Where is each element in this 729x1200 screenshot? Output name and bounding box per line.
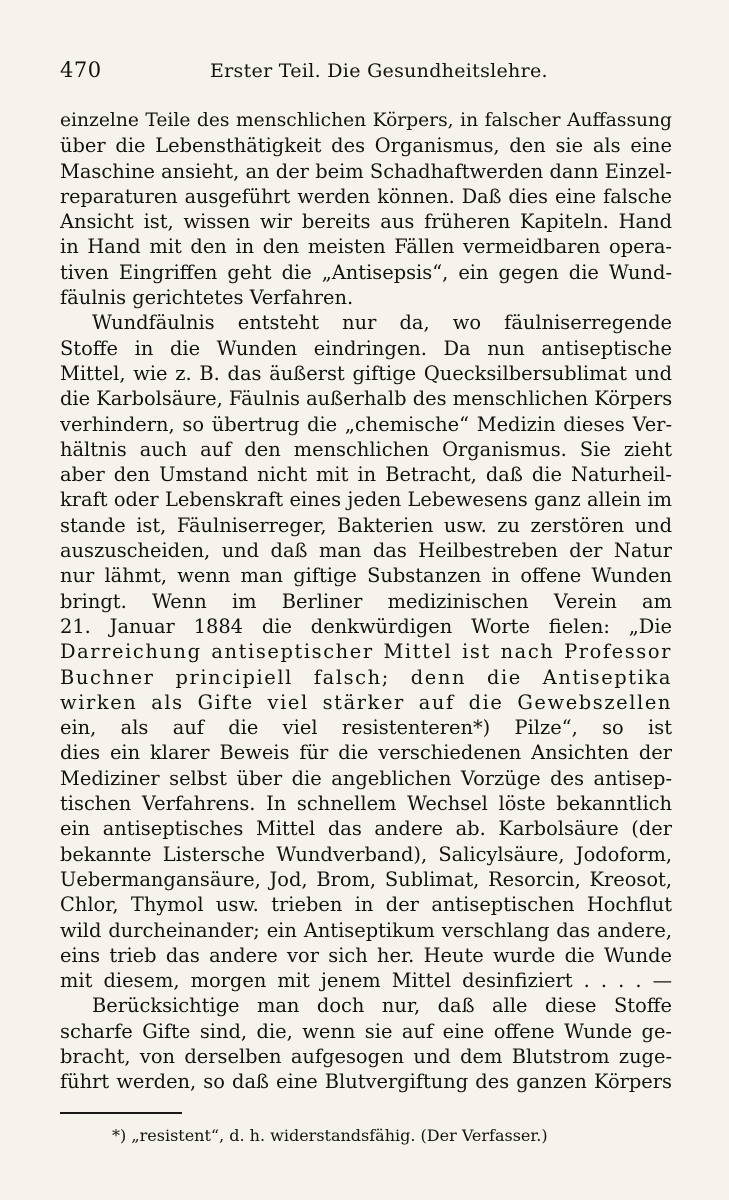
text-line: Ansicht ist, wissen wir bereits aus früheren Kapiteln. Hand	[60, 210, 672, 234]
text-line: aber den Umstand nicht mit in Betracht, daß die Naturheil-	[60, 463, 672, 487]
text-line: dies ein klarer Beweis für die verschiedenen Ansichten der	[60, 741, 672, 765]
text-line: wild durcheinander; ein Antiseptikum verschlang das andere,	[60, 918, 672, 942]
spaced-quote-line: Buchner principiell falsch; denn die Antiseptika	[60, 665, 672, 689]
text-line: bringt. Wenn im Berliner medizinischen Verein am	[60, 589, 672, 613]
text-line: stande ist, Fäulniserreger, Bakterien usw. zu zerstören und	[60, 513, 672, 537]
text-line: tischen Verfahrens. In schnellem Wechsel löste bekanntlich	[60, 792, 672, 816]
text-line: hältnis auch auf den menschlichen Organismus. Sie zieht	[60, 437, 672, 461]
text-line: über die Lebensthätigkeit des Organismus, den sie als eine	[60, 134, 672, 158]
text-line: nur lähmt, wenn man giftige Substanzen in offene Wunden	[60, 564, 672, 588]
text-line: verhindern, so übertrug die „chemische“ Medizin dieses Ver-	[60, 412, 672, 436]
text-line: Uebermangansäure, Jod, Brom, Sublimat, Resorcin, Kreosot,	[60, 867, 672, 891]
text-line: 21. Januar 1884 die denkwürdigen Worte fielen: „Die	[60, 614, 672, 638]
paragraph-start-line: Wundfäulnis entsteht nur da, wo fäulniserregende	[92, 311, 672, 335]
text-line: reparaturen ausgeführt werden können. Daß dies eine falsche	[60, 184, 672, 208]
text-line: Maschine ansieht, an der beim Schadhaftwerden dann Einzel-	[60, 159, 672, 183]
text-line: ein antiseptisches Mittel das andere ab. Karbolsäure (der	[60, 817, 672, 841]
paragraph-end-line: fäulnis gerichtetes Verfahren.	[60, 286, 354, 310]
page-header	[60, 58, 670, 88]
body-text	[60, 108, 672, 1095]
text-line: tiven Eingriffen geht die „Antisepsis“, ein gegen die Wund-	[60, 260, 672, 284]
text-line: in Hand mit den in den meisten Fällen vermeidbaren opera-	[60, 235, 672, 259]
text-line: ein, als auf die viel resistenteren*) Pilze“, so ist	[60, 716, 672, 740]
text-line: eins trieb das andere vor sich her. Heute wurde die Wunde	[60, 943, 672, 967]
footnote-rule	[60, 1112, 182, 1114]
text-line: bekannte Listersche Wundverband), Salicylsäure, Jodoform,	[60, 842, 672, 866]
text-line: Mittel, wie z. B. das äußerst giftige Quecksilbersublimat und	[60, 361, 672, 385]
text-line: einzelne Teile des menschlichen Körpers, in falscher Auffassung	[60, 110, 672, 131]
text-line: auszuscheiden, und daß man das Heilbestreben der Natur	[60, 539, 672, 563]
text-line: kraft oder Lebenskraft eines jeden Lebewesens ganz allein im	[60, 488, 672, 512]
text-line: führt werden, so daß eine Blutvergiftung des ganzen Körpers	[60, 1070, 672, 1094]
running-head: Erster Teil. Die Gesundheitslehre.	[210, 60, 548, 82]
footnote: *) „resistent“, d. h. widerstandsfähig. (Der Verfasser.)	[112, 1126, 548, 1145]
text-line: Stoffe in die Wunden eindringen. Da nun antiseptische	[60, 336, 672, 360]
paragraph-end-line: mit diesem, morgen mit jenem Mittel desinfiziert . . . . —	[60, 969, 672, 993]
page-number: 470	[60, 58, 102, 82]
text-line: Mediziner selbst über die angeblichen Vorzüge des antisep-	[60, 766, 672, 790]
text-line: scharfe Gifte sind, die, wenn sie auf eine offene Wunde ge-	[60, 1019, 672, 1043]
text-line: Chlor, Thymol usw. trieben in der antiseptischen Hochflut	[60, 893, 672, 917]
text-line: bracht, von derselben aufgesogen und dem Blutstrom zuge-	[60, 1044, 672, 1068]
spaced-quote-line: Darreichung antiseptischer Mittel ist nach Professor	[60, 640, 672, 664]
text-line: die Karbolsäure, Fäulnis außerhalb des menschlichen Körpers	[60, 387, 672, 411]
spaced-quote-line: wirken als Gifte viel stärker auf die Gewebszellen	[60, 690, 672, 714]
paragraph-start-line: Berücksichtige man doch nur, daß alle diese Stoffe	[92, 994, 672, 1018]
